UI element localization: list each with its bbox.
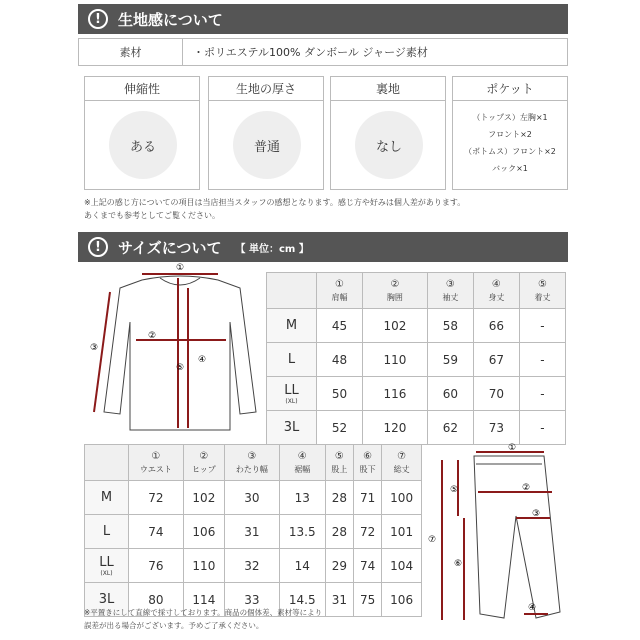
feel-value: なし: [355, 111, 423, 179]
value-cell: 14: [279, 549, 325, 583]
section-header-fabric: [78, 4, 568, 34]
value-cell: 31: [325, 583, 353, 617]
header-label: わたり幅: [235, 464, 268, 474]
feel-box-thickness: [208, 76, 324, 190]
value-cell: 50: [317, 377, 363, 411]
value-cell: 60: [427, 377, 473, 411]
corner-cell: [85, 445, 129, 481]
tops-size-table: [266, 272, 566, 445]
value-cell: 66: [473, 309, 519, 343]
tops-marker: ③: [90, 343, 99, 353]
header-num: ④: [491, 278, 501, 290]
bottoms-marker: ④: [528, 603, 537, 613]
header-cell: [325, 445, 353, 481]
footnote-line: ※平置きにして直線で採寸しております。商品の個体差、素材等により: [84, 608, 323, 617]
section-title: 生地感について: [118, 10, 223, 29]
value-cell: 67: [473, 343, 519, 377]
value-cell: 74: [129, 515, 184, 549]
bottoms-marker: ⑦: [428, 535, 437, 545]
table-row: [85, 549, 422, 583]
size-label: L: [287, 352, 296, 367]
size-label: LL: [284, 382, 299, 398]
header-label: 袖丈: [442, 292, 459, 302]
header-num: ⑤: [334, 450, 344, 462]
feel-value: ある: [109, 111, 177, 179]
feel-box-stretch: [84, 76, 200, 190]
tops-marker: ⑤: [176, 363, 185, 373]
value-cell: 14.5: [279, 583, 325, 617]
feel-label: 生地の厚さ: [209, 77, 323, 101]
value-cell: 72: [129, 481, 184, 515]
size-cell: [267, 377, 317, 411]
value-cell: 13.5: [279, 515, 325, 549]
value-cell: -: [519, 377, 565, 411]
value-cell: 102: [183, 481, 224, 515]
value-cell: 116: [363, 377, 428, 411]
header-num: ⑥: [363, 450, 373, 462]
header-num: ⑦: [397, 450, 407, 462]
value-cell: 100: [382, 481, 422, 515]
value-cell: -: [519, 411, 565, 445]
header-cell: [183, 445, 224, 481]
pocket-line: フロント×2: [488, 130, 532, 139]
size-sub-label: (XL): [285, 397, 298, 405]
header-num: ①: [335, 278, 344, 290]
size-cell: [85, 515, 129, 549]
header-label: 裾幅: [294, 464, 311, 474]
value-cell: 28: [325, 515, 353, 549]
value-cell: 71: [354, 481, 382, 515]
header-label: ウエスト: [139, 464, 172, 474]
value-cell: 80: [129, 583, 184, 617]
value-cell: 30: [224, 481, 279, 515]
size-label: 3L: [98, 592, 115, 607]
feel-box-lining: [330, 76, 446, 190]
value-cell: 13: [279, 481, 325, 515]
size-label: 3L: [283, 420, 300, 435]
bottoms-marker: ②: [522, 483, 531, 493]
header-label: 胸囲: [386, 292, 403, 302]
header-label: 着丈: [534, 292, 551, 302]
value-cell: 70: [473, 377, 519, 411]
value-cell: 106: [183, 515, 224, 549]
value-cell: 101: [382, 515, 422, 549]
bottoms-marker: ⑤: [450, 485, 459, 495]
header-label: 身丈: [488, 292, 505, 302]
header-num: ③: [445, 278, 455, 290]
value-cell: 62: [427, 411, 473, 445]
value-cell: 29: [325, 549, 353, 583]
exclamation-icon: !: [88, 237, 108, 257]
size-cell: [267, 411, 317, 445]
table-header-row: [85, 445, 422, 481]
header-label: 総丈: [393, 464, 410, 474]
header-cell: [473, 273, 519, 309]
header-cell: [363, 273, 428, 309]
size-cell: [85, 549, 129, 583]
value-cell: 45: [317, 309, 363, 343]
bottoms-marker: ①: [508, 443, 517, 453]
header-cell: [427, 273, 473, 309]
feel-value: 普通: [233, 111, 301, 179]
value-cell: 59: [427, 343, 473, 377]
value-cell: 52: [317, 411, 363, 445]
pocket-label: ポケット: [453, 77, 567, 101]
header-label: ヒップ: [191, 464, 216, 474]
value-cell: -: [519, 309, 565, 343]
footnote-line: 誤差が出る場合がございます。予めご了承ください。: [84, 621, 264, 630]
value-cell: 28: [325, 481, 353, 515]
value-cell: 48: [317, 343, 363, 377]
exclamation-icon: !: [88, 9, 108, 29]
header-cell: [129, 445, 184, 481]
table-row: [267, 309, 566, 343]
value-cell: 32: [224, 549, 279, 583]
size-cell: [267, 309, 317, 343]
pocket-line: （トップス）左胸×1: [472, 113, 548, 122]
header-num: ③: [247, 450, 257, 462]
table-header-row: [267, 273, 566, 309]
value-cell: 110: [183, 549, 224, 583]
table-row: [267, 343, 566, 377]
material-label: 素材: [79, 39, 183, 65]
header-num: ⑤: [537, 278, 547, 290]
value-cell: 33: [224, 583, 279, 617]
header-cell: [382, 445, 422, 481]
tops-diagram: [80, 262, 260, 440]
header-num: ②: [199, 450, 209, 462]
value-cell: 72: [354, 515, 382, 549]
material-row: [78, 38, 568, 66]
header-cell: [519, 273, 565, 309]
value-cell: 120: [363, 411, 428, 445]
value-cell: 74: [354, 549, 382, 583]
value-cell: -: [519, 343, 565, 377]
value-cell: 75: [354, 583, 382, 617]
size-cell: [267, 343, 317, 377]
bottoms-marker: ③: [532, 509, 541, 519]
pocket-line: （ボトムス）フロント×2: [464, 147, 556, 156]
size-cell: [85, 481, 129, 515]
tops-marker: ④: [198, 355, 207, 365]
header-label: 肩幅: [331, 292, 348, 302]
measurement-footnote: [84, 606, 414, 632]
value-cell: 76: [129, 549, 184, 583]
pocket-details: [453, 101, 567, 177]
header-cell: [317, 273, 363, 309]
tops-marker: ①: [176, 263, 185, 273]
note-line: ※上記の感じ方についての項目は当店担当スタッフの感想となります。感じ方や好みは個人差があります。: [84, 198, 466, 207]
material-value: ・ポリエステル100% ダンボール ジャージ素材: [193, 46, 428, 59]
note-line: あくまでも参考としてご覧ください。: [84, 211, 220, 220]
bottoms-marker: ⑥: [454, 559, 463, 569]
value-cell: 110: [363, 343, 428, 377]
header-cell: [224, 445, 279, 481]
bottoms-diagram: [424, 442, 574, 638]
size-label: M: [285, 318, 298, 333]
header-cell: [279, 445, 325, 481]
feel-label: 裏地: [331, 77, 445, 101]
table-row: [85, 515, 422, 549]
value-cell: 58: [427, 309, 473, 343]
header-cell: [354, 445, 382, 481]
value-cell: 106: [382, 583, 422, 617]
section-title: サイズについて: [118, 238, 222, 257]
header-label: 股上: [331, 464, 348, 474]
pocket-line: バック×1: [492, 164, 528, 173]
value-cell: 104: [382, 549, 422, 583]
size-sub-label: (XL): [100, 569, 113, 577]
table-row: [85, 481, 422, 515]
section-header-size: [78, 232, 568, 262]
table-row: [267, 377, 566, 411]
header-num: ④: [297, 450, 307, 462]
value-cell: 31: [224, 515, 279, 549]
fabric-note: [84, 196, 574, 222]
header-label: 股下: [359, 464, 376, 474]
tops-marker: ②: [148, 331, 157, 341]
value-cell: 114: [183, 583, 224, 617]
size-label: LL: [99, 554, 114, 570]
feel-box-pocket: [452, 76, 568, 190]
corner-cell: [267, 273, 317, 309]
header-num: ①: [151, 450, 161, 462]
feel-label: 伸縮性: [85, 77, 199, 101]
table-row: [267, 411, 566, 445]
unit-label: 【 単位：cm 】: [235, 243, 309, 255]
value-cell: 73: [473, 411, 519, 445]
bottoms-size-table: [84, 444, 422, 617]
size-label: L: [102, 524, 111, 539]
header-num: ②: [390, 278, 400, 290]
value-cell: 102: [363, 309, 428, 343]
size-label: M: [100, 490, 113, 505]
